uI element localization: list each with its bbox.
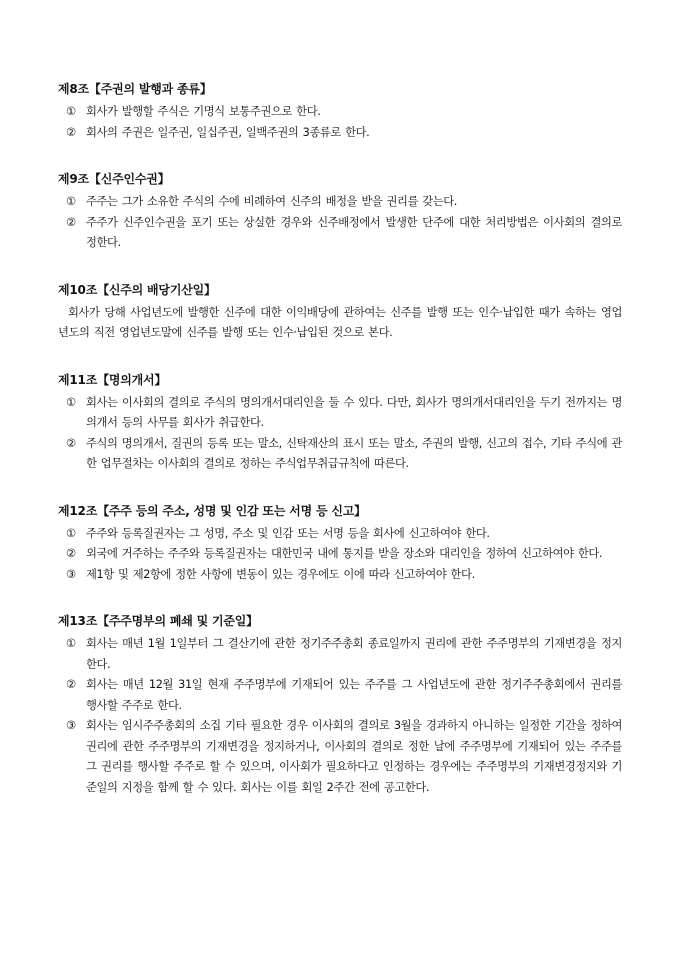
article-9 bbox=[58, 170, 622, 254]
item-number: ② bbox=[66, 547, 76, 560]
article-10 bbox=[58, 281, 622, 344]
item-number: ③ bbox=[66, 719, 76, 732]
article-12 bbox=[58, 502, 622, 586]
list-item bbox=[58, 634, 622, 675]
article-13 bbox=[58, 612, 622, 798]
item-number: ③ bbox=[66, 567, 76, 581]
item-text: 주주는 그가 소유한 주식의 수에 비례하여 신주의 배정을 받을 권리를 갖는다. bbox=[86, 195, 458, 208]
item-number: ① bbox=[66, 637, 76, 650]
list-item bbox=[58, 524, 622, 545]
item-number: ② bbox=[66, 436, 76, 450]
article-paragraph: 회사가 당해 사업년도에 발행한 신주에 대한 이익배당에 관하여는 신주를 발행 또는 인수·납입한 때가 속하는 영업년도의 직전 영업년도말에 신주를 발행 또는 인수·납입된 것으로 본다. bbox=[58, 305, 622, 339]
list-item bbox=[58, 102, 622, 123]
item-text: 회사는 임시주주총회의 소집 기타 필요한 경우 이사회의 결의로 3월을 경과하지 아니하는 일정한 기간을 정하여 권리에 관한 주주명부의 기재변경을 정지하거나, 이사회의 결의로 정한 날에 주주명부에 기재되어 있는 주주를 그 권리를 행사할 주주로 할 수 있으며, 이사회가 필요하다고 인정하는 경우에는 주주명부의 기재변경정지와 기준일의 지정을 함께 할 수 있다. 회사는 이를 회일 2주간 전에 공고한다. bbox=[86, 719, 622, 794]
item-text: 주주가 신주인수권을 포기 또는 상실한 경우와 신주배정에서 발생한 단주에 대한 처리방법은 이사회의 결의로 정한다. bbox=[86, 215, 622, 249]
list-item bbox=[58, 565, 622, 586]
item-text: 회사의 주권은 일주권, 일십주권, 일백주권의 3종류로 한다. bbox=[86, 125, 370, 139]
item-text: 주주와 등록질권자는 그 성명, 주소 및 인감 또는 서명 등을 회사에 신고하여야 한다. bbox=[86, 526, 490, 540]
article-11 bbox=[58, 371, 622, 475]
article-title: 제13조【주주명부의 폐쇄 및 기준일】 bbox=[58, 614, 258, 628]
item-text: 회사는 이사회의 결의로 주식의 명의개서대리인을 둘 수 있다. 다만, 회사가 명의개서대리인을 두기 전까지는 명의개서 등의 사무를 회사가 취급한다. bbox=[86, 395, 622, 429]
article-title: 제12조【주주 등의 주소, 성명 및 인감 또는 서명 등 신고】 bbox=[58, 503, 366, 518]
list-item bbox=[58, 675, 622, 716]
item-number: ① bbox=[66, 526, 76, 540]
article-8 bbox=[58, 80, 622, 143]
item-number: ② bbox=[66, 215, 76, 229]
article-title: 제9조【신주인수권】 bbox=[58, 172, 170, 186]
list-item bbox=[58, 716, 622, 798]
item-text: 제1항 및 제2항에 정한 사항에 변동이 있는 경우에도 이에 따라 신고하여야 한다. bbox=[86, 567, 475, 581]
item-text: 외국에 거주하는 주주와 등록질권자는 대한민국 내에 통지를 받을 장소와 대리인을 정하여 신고하여야 한다. bbox=[86, 547, 603, 560]
article-title: 제8조【주권의 발행과 종류】 bbox=[58, 82, 212, 96]
list-item bbox=[58, 192, 622, 213]
list-item bbox=[58, 213, 622, 254]
item-number: ① bbox=[66, 395, 76, 409]
item-text: 주식의 명의개서, 질권의 등록 또는 말소, 신탁재산의 표시 또는 말소, 주권의 발행, 신고의 접수, 기타 주식에 관한 업무절차는 이사회의 결의로 정하는 주식업무취급규칙에 따른다. bbox=[86, 436, 622, 470]
list-item bbox=[58, 123, 622, 144]
article-title: 제10조【신주의 배당기산일】 bbox=[58, 282, 216, 297]
item-number: ② bbox=[66, 678, 76, 691]
item-text: 회사는 매년 12월 31일 현재 주주명부에 기재되어 있는 주주를 그 사업년도에 관한 정기주주총회에서 권리를 행사할 주주로 한다. bbox=[86, 678, 622, 712]
list-item bbox=[58, 393, 622, 434]
item-number: ① bbox=[66, 105, 76, 118]
list-item bbox=[58, 434, 622, 475]
item-number: ① bbox=[66, 195, 76, 208]
item-text: 회사가 발행할 주식은 기명식 보통주권으로 한다. bbox=[86, 105, 321, 118]
item-text: 회사는 매년 1월 1일부터 그 결산기에 관한 정기주주총회 종료일까지 권리에 관한 주주명부의 기재변경을 정지한다. bbox=[86, 637, 622, 671]
article-title: 제11조【명의개서】 bbox=[58, 372, 167, 387]
item-number: ② bbox=[66, 125, 76, 139]
list-item bbox=[58, 544, 622, 565]
